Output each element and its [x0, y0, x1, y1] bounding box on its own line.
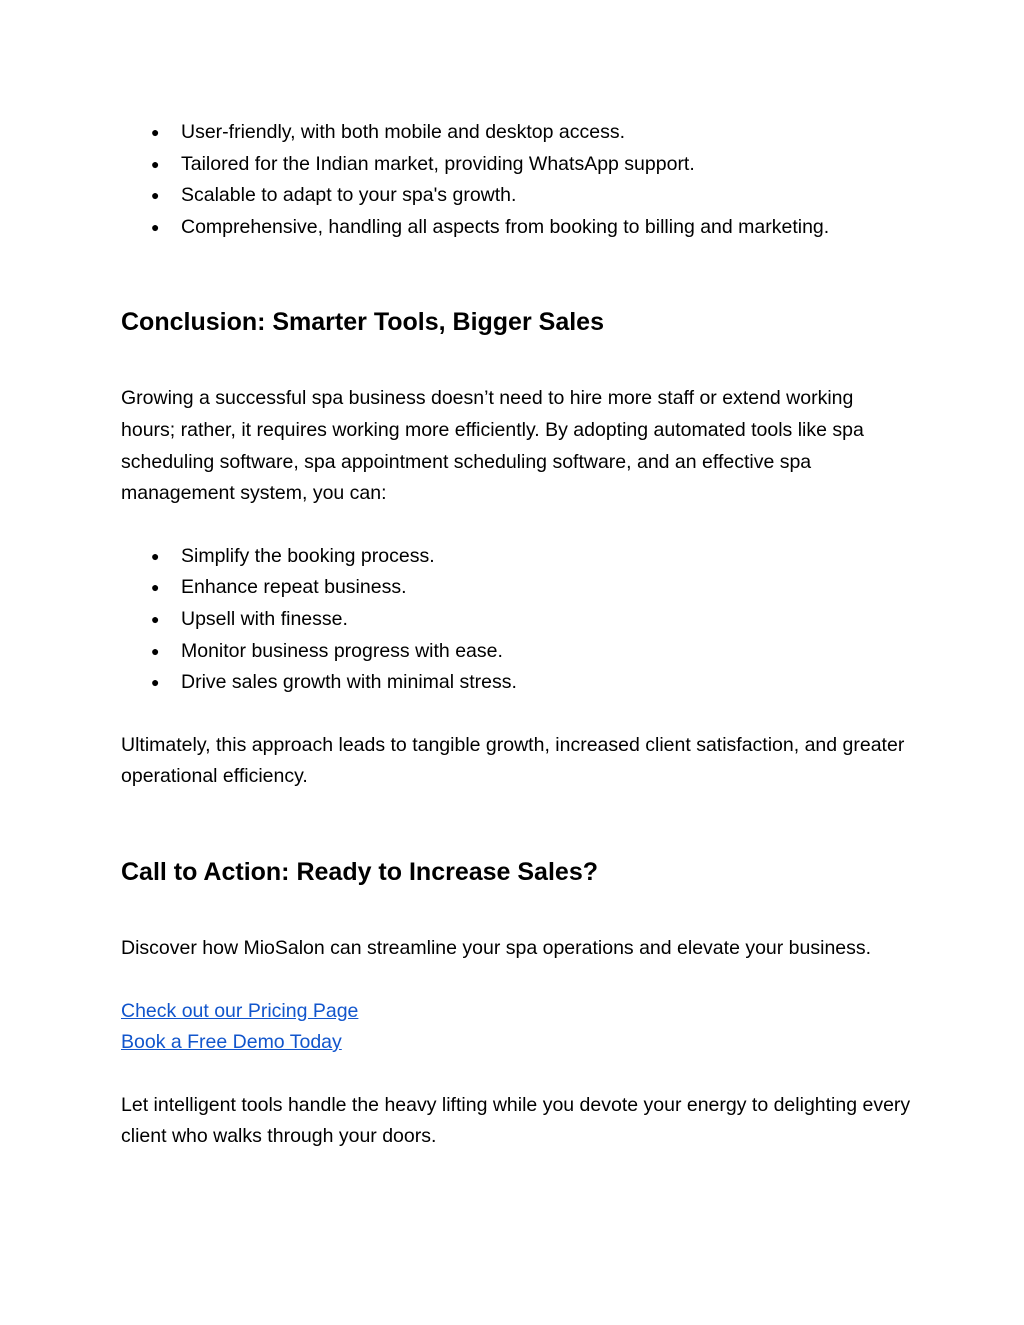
- list-item: ● Scalable to adapt to your spa's growth.: [121, 180, 911, 212]
- pricing-page-link[interactable]: Check out our Pricing Page: [121, 999, 359, 1022]
- list-item: ● Comprehensive, handling all aspects from booking to billing and marketing.: [121, 212, 911, 244]
- list-item: ● Enhance repeat business.: [121, 572, 911, 604]
- cta-heading: Call to Action: Ready to Increase Sales?: [121, 857, 598, 886]
- book-demo-link[interactable]: Book a Free Demo Today: [121, 1031, 342, 1054]
- conclusion-closing-paragraph: Ultimately, this approach leads to tangible growth, increased client satisfaction, and greater operational efficiency.: [121, 733, 905, 788]
- conclusion-heading: Conclusion: Smarter Tools, Bigger Sales: [121, 308, 604, 337]
- list-item: ● Monitor business progress with ease.: [121, 636, 911, 668]
- intro-bullet-list: [121, 117, 911, 243]
- list-item: ● Drive sales growth with minimal stress.: [121, 667, 911, 699]
- cta-intro-paragraph: Discover how MioSalon can streamline your spa operations and elevate your business.: [121, 936, 872, 959]
- list-item: ● Tailored for the Indian market, providing WhatsApp support.: [121, 149, 911, 181]
- list-item: ● Simplify the booking process.: [121, 541, 911, 573]
- cta-closing-paragraph: Let intelligent tools handle the heavy lifting while you devote your energy to delighting every client who walks through your doors.: [121, 1093, 911, 1148]
- document-page: [121, 117, 911, 1153]
- list-item: ● User-friendly, with both mobile and desktop access.: [121, 117, 911, 149]
- conclusion-paragraph: Growing a successful spa business doesn’t need to hire more staff or extend working hours; rather, it requires working more efficiently. By adopting automated tools like spa scheduling software, spa appointment scheduling software, and an effective spa management system, you can:: [121, 387, 864, 505]
- list-item: ● Upsell with finesse.: [121, 604, 911, 636]
- conclusion-bullet-list: [121, 541, 911, 699]
